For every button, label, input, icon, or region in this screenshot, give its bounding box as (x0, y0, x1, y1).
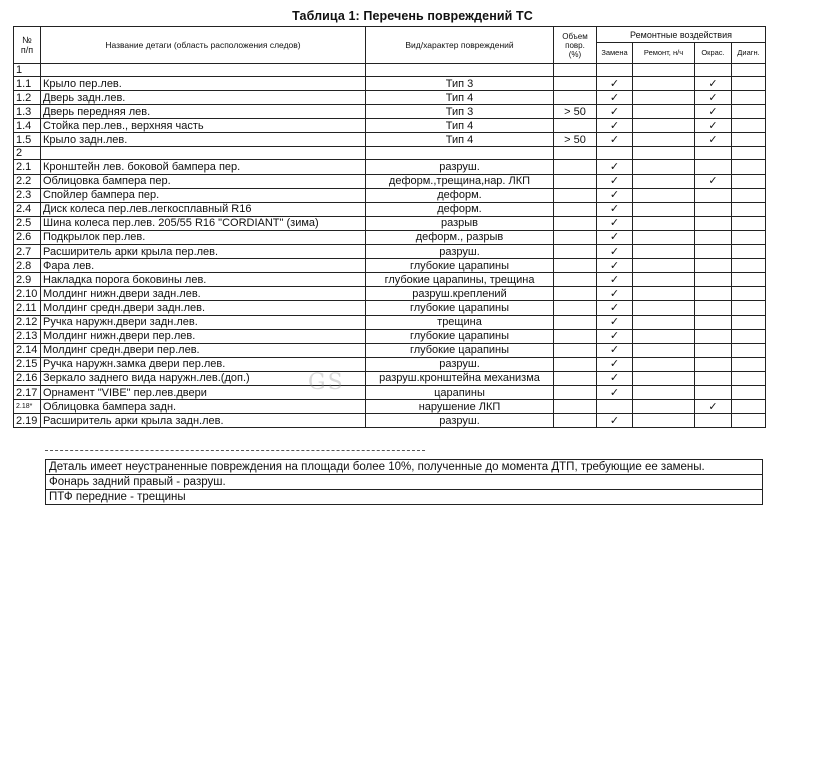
checkmark-icon: ✓ (609, 330, 620, 343)
checkmark-icon: ✓ (609, 273, 620, 286)
damage-type: глубокие царапины (366, 301, 554, 315)
repair-hours (633, 371, 695, 385)
part-name: Шина колеса пер.лев. 205/55 R16 "CORDIANT" (зима) (41, 216, 366, 230)
diag-check (732, 329, 766, 343)
damage-volume (554, 216, 597, 230)
table-row (14, 160, 766, 174)
row-number: 1.3 (14, 105, 41, 119)
replace-check (597, 315, 633, 329)
note-line: Фонарь задний правый - разруш. (45, 475, 763, 490)
row-number: 2.7 (14, 245, 41, 259)
checkmark-icon: ✓ (609, 119, 620, 132)
damage-volume (554, 174, 597, 188)
row-number: 1.5 (14, 133, 41, 147)
damage-volume (554, 343, 597, 357)
replace-check (597, 160, 633, 174)
damage-type: разруш.креплений (366, 287, 554, 301)
replace-check (597, 147, 633, 160)
replace-check (597, 119, 633, 133)
part-name: Диск колеса пер.лев.легкосплавный R16 (41, 202, 366, 216)
row-number: 2.1 (14, 160, 41, 174)
repair-hours (633, 414, 695, 428)
paint-check (695, 105, 732, 119)
row-number: 2.18* (14, 400, 41, 414)
table-row (14, 230, 766, 244)
damage-type: разруш. (366, 414, 554, 428)
table-row (14, 245, 766, 259)
damage-table-body (14, 64, 766, 428)
damage-volume (554, 230, 597, 244)
replace-check (597, 400, 633, 414)
paint-check (695, 202, 732, 216)
part-name: Расширитель арки крыла пер.лев. (41, 245, 366, 259)
header-paint: Окрас. (695, 43, 732, 64)
replace-check (597, 91, 633, 105)
paint-check (695, 273, 732, 287)
diag-check (732, 259, 766, 273)
diag-check (732, 301, 766, 315)
table-row (14, 315, 766, 329)
damage-type: царапины (366, 385, 554, 399)
diag-check (732, 147, 766, 160)
diag-check (732, 343, 766, 357)
part-name: Дверь задн.лев. (41, 91, 366, 105)
diag-check (732, 119, 766, 133)
damage-volume (554, 400, 597, 414)
checkmark-icon: ✓ (609, 161, 620, 174)
paint-check (695, 147, 732, 160)
repair-hours (633, 174, 695, 188)
damage-type: разрыв (366, 216, 554, 230)
note-line: Деталь имеет неустраненные повреждения на площади более 10%, полученные до момента ДТП, требующие ее замены. (45, 459, 763, 475)
diag-check (732, 357, 766, 371)
checkmark-icon: ✓ (708, 133, 718, 146)
row-number: 2.2 (14, 174, 41, 188)
checkmark-icon: ✓ (609, 203, 620, 216)
part-name: Крыло задн.лев. (41, 133, 366, 147)
repair-hours (633, 357, 695, 371)
part-name: Подкрылок пер.лев. (41, 230, 366, 244)
table-row (14, 343, 766, 357)
row-number: 2.17 (14, 385, 41, 399)
damage-volume (554, 315, 597, 329)
part-name: Молдинг средн.двери пер.лев. (41, 343, 366, 357)
row-number: 2 (14, 147, 41, 160)
section-row (14, 147, 766, 160)
row-number: 2.11 (14, 301, 41, 315)
checkmark-icon: ✓ (609, 217, 620, 230)
repair-hours (633, 91, 695, 105)
damage-volume (554, 119, 597, 133)
repair-hours (633, 216, 695, 230)
part-name: Зеркало заднего вида наружн.лев.(доп.) (41, 371, 366, 385)
part-name: Стойка пер.лев., верхняя часть (41, 119, 366, 133)
replace-check (597, 216, 633, 230)
replace-check (597, 385, 633, 399)
damage-type: глубокие царапины (366, 259, 554, 273)
replace-check (597, 202, 633, 216)
row-number: 2.10 (14, 287, 41, 301)
checkmark-icon: ✓ (708, 105, 718, 118)
damage-type: глубокие царапины (366, 329, 554, 343)
row-number: 2.6 (14, 230, 41, 244)
damage-volume (554, 91, 597, 105)
damage-volume (554, 301, 597, 315)
table-row (14, 414, 766, 428)
table-row (14, 216, 766, 230)
damage-type: Тип 3 (366, 77, 554, 91)
replace-check (597, 414, 633, 428)
header-type: Вид/характер повреждений (366, 27, 554, 64)
part-name: Облицовка бампера задн. (41, 400, 366, 414)
table-row (14, 329, 766, 343)
replace-check (597, 77, 633, 91)
row-number: 2.8 (14, 259, 41, 273)
repair-hours (633, 287, 695, 301)
replace-check (597, 329, 633, 343)
part-name: Облицовка бампера пер. (41, 174, 366, 188)
table-row (14, 77, 766, 91)
repair-hours (633, 202, 695, 216)
damage-type: деформ.,трещина,нар. ЛКП (366, 174, 554, 188)
replace-check (597, 371, 633, 385)
diag-check (732, 414, 766, 428)
diag-check (732, 188, 766, 202)
header-volume: Объем повр. (%) (554, 27, 597, 64)
repair-hours (633, 259, 695, 273)
row-number: 2.16 (14, 371, 41, 385)
diag-check (732, 160, 766, 174)
paint-check (695, 414, 732, 428)
repair-hours (633, 188, 695, 202)
part-name: Расширитель арки крыла задн.лев. (41, 414, 366, 428)
repair-hours (633, 77, 695, 91)
checkmark-icon: ✓ (708, 119, 718, 132)
header-diag: Диагн. (732, 43, 766, 64)
diag-check (732, 315, 766, 329)
damage-type: разруш. (366, 245, 554, 259)
replace-check (597, 273, 633, 287)
checkmark-icon: ✓ (609, 189, 620, 202)
checkmark-icon: ✓ (609, 259, 620, 272)
damage-volume (554, 147, 597, 160)
damage-volume (554, 202, 597, 216)
replace-check (597, 188, 633, 202)
paint-check (695, 343, 732, 357)
repair-hours (633, 315, 695, 329)
paint-check (695, 174, 732, 188)
row-number: 2.15 (14, 357, 41, 371)
checkmark-icon: ✓ (708, 175, 718, 188)
header-name: Название детаги (область расположения следов) (41, 27, 366, 64)
diag-check (732, 216, 766, 230)
damage-type: разруш. (366, 357, 554, 371)
checkmark-icon: ✓ (609, 133, 620, 146)
part-name: Фара лев. (41, 259, 366, 273)
paint-check (695, 77, 732, 91)
repair-hours (633, 273, 695, 287)
table-title: Таблица 1: Перечень повреждений ТС (292, 9, 533, 23)
checkmark-icon: ✓ (609, 245, 620, 258)
paint-check (695, 400, 732, 414)
paint-check (695, 357, 732, 371)
replace-check (597, 343, 633, 357)
damage-volume (554, 188, 597, 202)
part-name: Молдинг средн.двери задн.лев. (41, 301, 366, 315)
diag-check (732, 385, 766, 399)
table-row (14, 400, 766, 414)
paint-check (695, 245, 732, 259)
diag-check (732, 133, 766, 147)
damage-volume (554, 357, 597, 371)
paint-check (695, 301, 732, 315)
checkmark-icon: ✓ (609, 91, 620, 104)
table-row (14, 287, 766, 301)
paint-check (695, 188, 732, 202)
repair-hours (633, 119, 695, 133)
paint-check (695, 287, 732, 301)
paint-check (695, 385, 732, 399)
damage-type: глубокие царапины, трещина (366, 273, 554, 287)
damage-type: трещина (366, 315, 554, 329)
replace-check (597, 174, 633, 188)
part-name: Спойлер бампера пер. (41, 188, 366, 202)
row-number: 2.12 (14, 315, 41, 329)
checkmark-icon: ✓ (609, 175, 620, 188)
diag-check (732, 105, 766, 119)
diag-check (732, 371, 766, 385)
table-row (14, 91, 766, 105)
checkmark-icon: ✓ (609, 287, 620, 300)
part-name: Накладка порога боковины лев. (41, 273, 366, 287)
damage-volume (554, 64, 597, 77)
paint-check (695, 119, 732, 133)
damage-type (366, 64, 554, 77)
replace-check (597, 64, 633, 77)
replace-check (597, 105, 633, 119)
replace-check (597, 259, 633, 273)
damage-volume (554, 385, 597, 399)
table-row (14, 174, 766, 188)
repair-hours (633, 133, 695, 147)
paint-check (695, 259, 732, 273)
diag-check (732, 287, 766, 301)
paint-check (695, 230, 732, 244)
checkmark-icon: ✓ (609, 358, 620, 371)
repair-hours (633, 329, 695, 343)
row-number: 2.9 (14, 273, 41, 287)
damage-volume (554, 287, 597, 301)
header-repair: Ремонт, н/ч (633, 43, 695, 64)
diag-check (732, 91, 766, 105)
part-name: Ручка наружн.двери задн.лев. (41, 315, 366, 329)
repair-hours (633, 230, 695, 244)
part-name: Дверь передняя лев. (41, 105, 366, 119)
table-row (14, 105, 766, 119)
checkmark-icon: ✓ (609, 301, 620, 314)
row-number: 2.14 (14, 343, 41, 357)
repair-hours (633, 105, 695, 119)
replace-check (597, 230, 633, 244)
repair-hours (633, 385, 695, 399)
repair-hours (633, 301, 695, 315)
diag-check (732, 230, 766, 244)
part-name: Ручка наружн.замка двери пер.лев. (41, 357, 366, 371)
header-num: № п/п (14, 27, 41, 64)
row-number: 2.5 (14, 216, 41, 230)
damage-volume (554, 371, 597, 385)
table-row (14, 119, 766, 133)
damage-type: Тип 4 (366, 91, 554, 105)
damage-type: Тип 4 (366, 133, 554, 147)
damage-volume: > 50 (554, 105, 597, 119)
replace-check (597, 357, 633, 371)
damage-volume (554, 414, 597, 428)
paint-check (695, 216, 732, 230)
cropped-line (45, 450, 425, 459)
damage-type: глубокие царапины (366, 343, 554, 357)
watermark-logo: GS (308, 370, 345, 395)
damage-type: деформ. (366, 202, 554, 216)
table-row (14, 202, 766, 216)
repair-hours (633, 64, 695, 77)
checkmark-icon: ✓ (609, 231, 620, 244)
damage-volume (554, 77, 597, 91)
header-replace: Замена (597, 43, 633, 64)
part-name: Молдинг нижн.двери пер.лев. (41, 329, 366, 343)
row-number: 1 (14, 64, 41, 77)
table-row (14, 371, 766, 385)
diag-check (732, 77, 766, 91)
checkmark-icon: ✓ (609, 105, 620, 118)
table-row (14, 385, 766, 399)
part-name: Кронштейн лев. боковой бампера пер. (41, 160, 366, 174)
section-row (14, 64, 766, 77)
note-line: ПТФ передние - трещины (45, 490, 763, 505)
repair-hours (633, 160, 695, 174)
row-number: 2.19 (14, 414, 41, 428)
table-row (14, 273, 766, 287)
row-number: 1.1 (14, 77, 41, 91)
paint-check (695, 315, 732, 329)
table-row (14, 301, 766, 315)
diag-check (732, 64, 766, 77)
damage-volume (554, 245, 597, 259)
checkmark-icon: ✓ (609, 372, 620, 385)
paint-check (695, 133, 732, 147)
damage-table (13, 26, 766, 428)
damage-volume (554, 259, 597, 273)
damage-volume (554, 329, 597, 343)
table-row (14, 357, 766, 371)
diag-check (732, 174, 766, 188)
repair-hours (633, 400, 695, 414)
header-repair-group: Ремонтные воздействия (597, 27, 766, 43)
damage-type (366, 147, 554, 160)
part-name: Молдинг нижн.двери задн.лев. (41, 287, 366, 301)
checkmark-icon: ✓ (609, 316, 620, 329)
paint-check (695, 91, 732, 105)
table-row (14, 259, 766, 273)
checkmark-icon: ✓ (609, 386, 620, 399)
checkmark-icon: ✓ (609, 77, 620, 90)
checkmark-icon: ✓ (609, 344, 620, 357)
damage-volume (554, 273, 597, 287)
damage-volume (554, 160, 597, 174)
repair-hours (633, 245, 695, 259)
damage-type: Тип 4 (366, 119, 554, 133)
damage-volume: > 50 (554, 133, 597, 147)
row-number: 2.13 (14, 329, 41, 343)
repair-hours (633, 147, 695, 160)
part-name: Орнамент "VIBE" пер.лев.двери (41, 385, 366, 399)
diag-check (732, 202, 766, 216)
table-row (14, 133, 766, 147)
damage-type: разруш.кронштейна механизма (366, 371, 554, 385)
part-name (41, 147, 366, 160)
damage-type: нарушение ЛКП (366, 400, 554, 414)
paint-check (695, 329, 732, 343)
checkmark-icon: ✓ (708, 77, 718, 90)
replace-check (597, 133, 633, 147)
damage-type: деформ., разрыв (366, 230, 554, 244)
row-number: 2.3 (14, 188, 41, 202)
table-row (14, 188, 766, 202)
diag-check (732, 245, 766, 259)
row-number: 2.4 (14, 202, 41, 216)
diag-check (732, 273, 766, 287)
replace-check (597, 301, 633, 315)
part-name: Крыло пер.лев. (41, 77, 366, 91)
paint-check (695, 64, 732, 77)
checkmark-icon: ✓ (609, 414, 620, 427)
paint-check (695, 160, 732, 174)
repair-hours (633, 343, 695, 357)
checkmark-icon: ✓ (708, 91, 718, 104)
row-number: 1.4 (14, 119, 41, 133)
damage-type: Тип 3 (366, 105, 554, 119)
replace-check (597, 245, 633, 259)
damage-type: разруш. (366, 160, 554, 174)
damage-type: деформ. (366, 188, 554, 202)
part-name (41, 64, 366, 77)
checkmark-icon: ✓ (708, 400, 718, 413)
diag-check (732, 400, 766, 414)
notes-block (45, 459, 763, 505)
row-number: 1.2 (14, 91, 41, 105)
replace-check (597, 287, 633, 301)
paint-check (695, 371, 732, 385)
